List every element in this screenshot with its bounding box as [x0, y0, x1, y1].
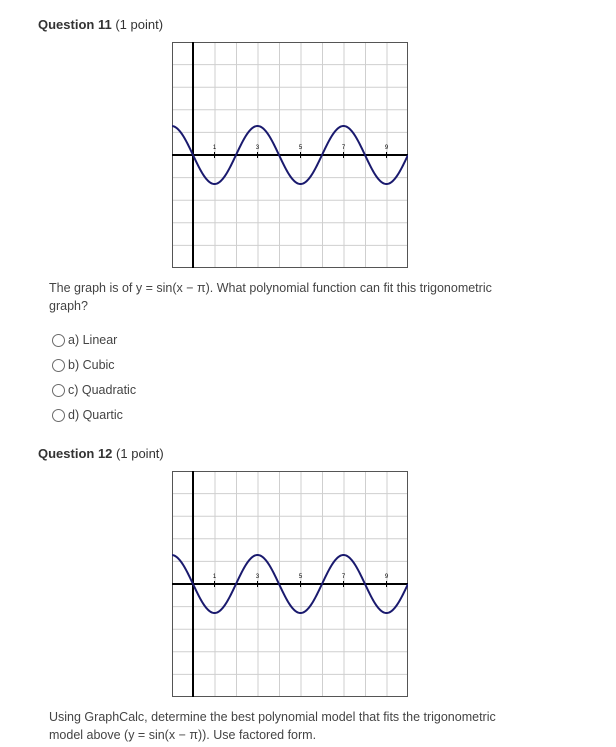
tick-label: 3: [255, 145, 260, 151]
question-number: Question 12: [38, 446, 113, 461]
question-11-prompt: The graph is of y = sin(x − π). What polynomial function can fit this trigonometric graph?: [49, 281, 492, 313]
tick-label: 9: [384, 145, 389, 151]
radio-button[interactable]: [52, 384, 65, 397]
choice-label: d) Quartic: [68, 408, 123, 422]
choice-label: b) Cubic: [68, 358, 115, 372]
tick-label: 3: [255, 574, 260, 580]
radio-button[interactable]: [52, 359, 65, 372]
question-12-graph: [172, 471, 408, 697]
choice-label: c) Quadratic: [68, 383, 137, 397]
tick-label: 5: [298, 145, 303, 151]
question-12-prompt: Using GraphCalc, determine the best polynomial model that fits the trigonometric model above (y = sin(x − π)). Use factored form.: [49, 710, 496, 742]
choice-quartic[interactable]: [52, 406, 123, 424]
tick-label: 1: [212, 145, 217, 151]
choice-quadratic[interactable]: [52, 381, 136, 399]
tick-label: 7: [341, 574, 346, 580]
tick-label: 7: [341, 145, 346, 151]
choice-cubic[interactable]: [52, 356, 115, 374]
question-number: Question 11: [38, 17, 112, 32]
graph-grid: [172, 42, 408, 268]
question-11-header: [38, 17, 163, 32]
question-points: (1 point): [116, 446, 164, 461]
question-points: (1 point): [115, 17, 164, 32]
graph-grid: [172, 471, 408, 697]
choice-linear[interactable]: [52, 331, 117, 349]
tick-label: 5: [298, 574, 303, 580]
question-11-graph: [172, 42, 408, 268]
tick-label: 1: [212, 574, 217, 580]
radio-button[interactable]: [52, 409, 65, 422]
tick-label: 9: [384, 574, 389, 580]
question-12-header: [38, 446, 164, 461]
choice-label: a) Linear: [68, 333, 118, 347]
radio-button[interactable]: [52, 334, 65, 347]
